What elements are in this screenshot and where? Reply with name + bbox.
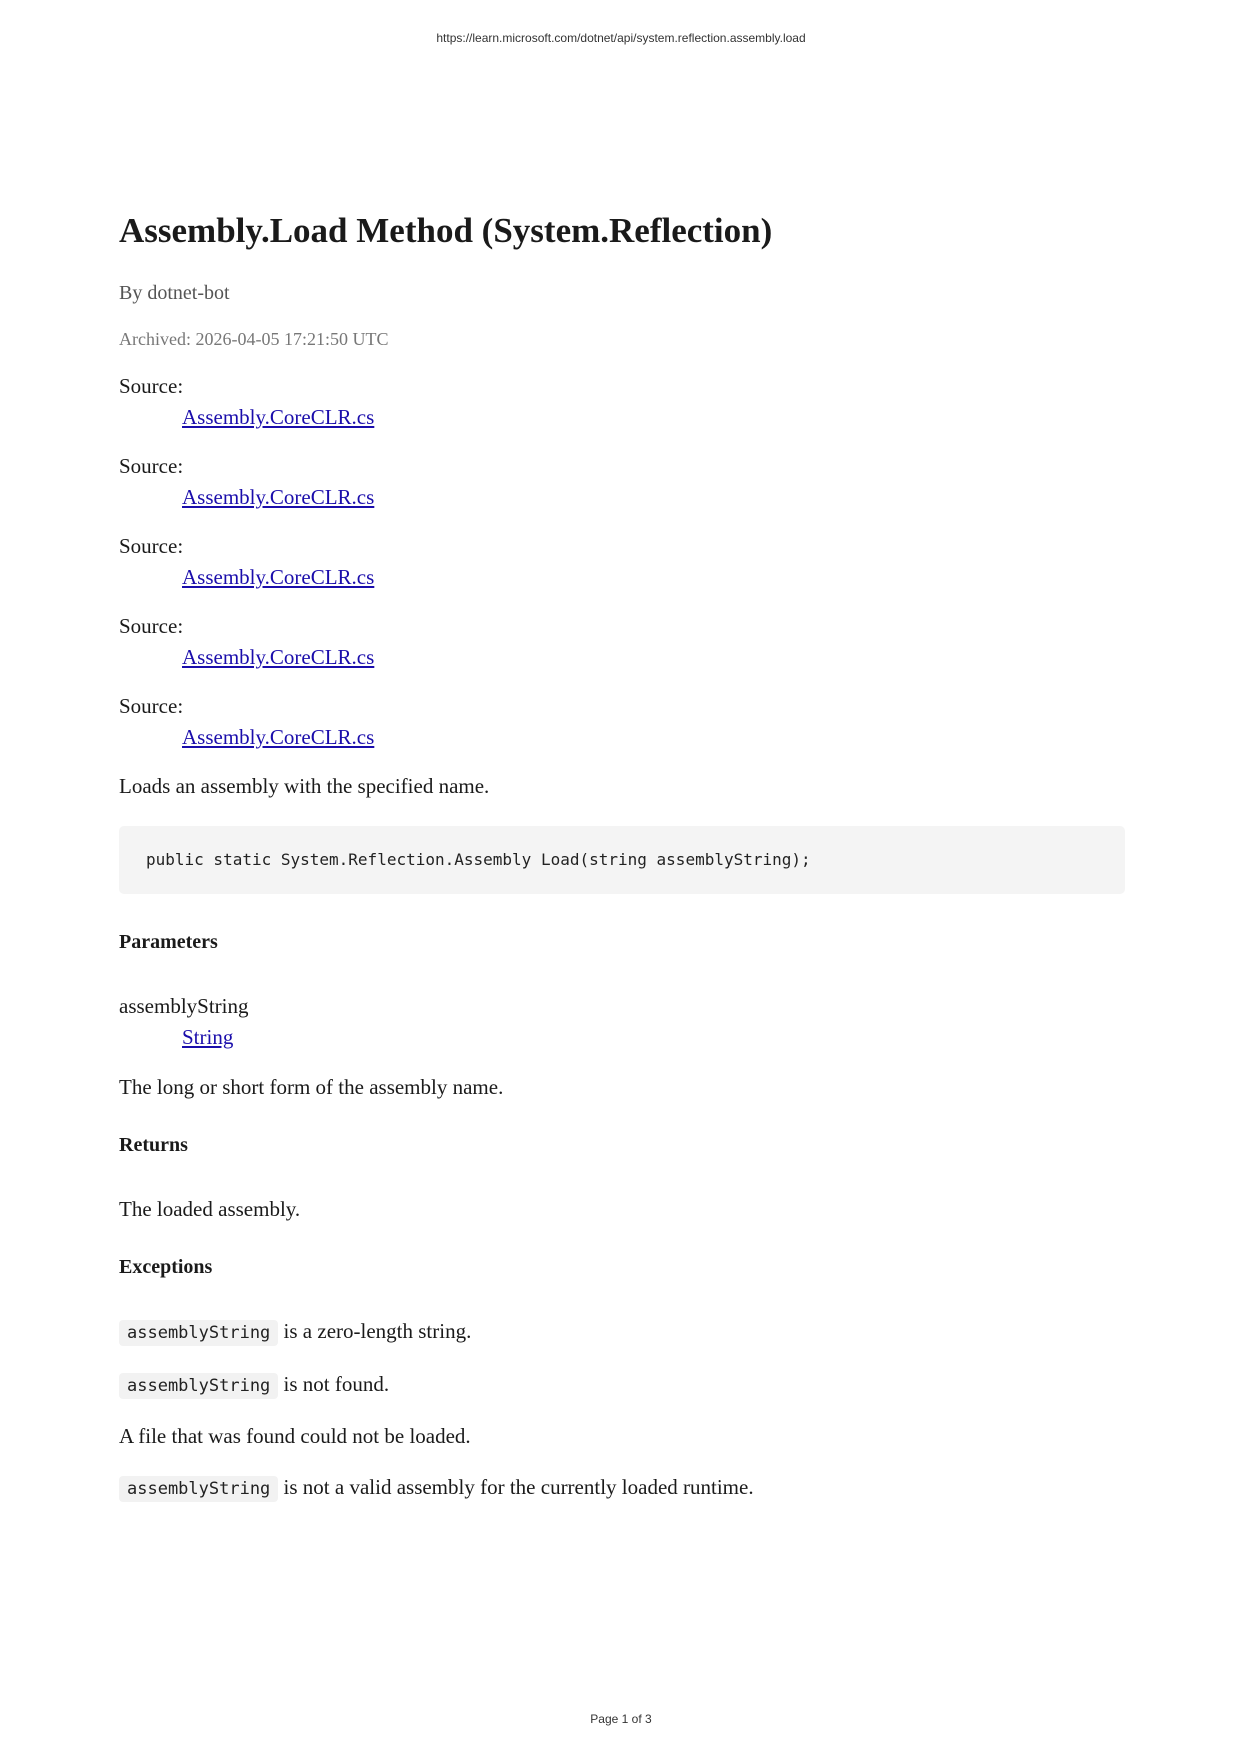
exception-item <box>119 1370 1125 1400</box>
source-link[interactable]: Assembly.CoreCLR.cs <box>182 645 375 669</box>
source-entry <box>119 532 1125 591</box>
source-entry <box>119 612 1125 671</box>
exception-text: is not found. <box>278 1372 390 1396</box>
parameter-description: The long or short form of the assembly name. <box>119 1075 504 1099</box>
parameters-heading: Parameters <box>119 931 218 953</box>
source-entry <box>119 452 1125 511</box>
exception-code: assemblyString <box>119 1476 278 1502</box>
returns-text: The loaded assembly. <box>119 1197 301 1221</box>
source-label: Source: <box>119 454 184 478</box>
source-list <box>119 372 1125 751</box>
exception-item <box>119 1473 1125 1503</box>
source-label: Source: <box>119 534 184 558</box>
parameter-type-link[interactable]: String <box>182 1025 234 1049</box>
returns-heading: Returns <box>119 1134 188 1156</box>
exception-item <box>119 1317 1125 1347</box>
method-signature-code: public static System.Reflection.Assembly Load(string assemblyString); <box>119 826 1125 894</box>
exception-text: is not a valid assembly for the currently loaded runtime. <box>278 1475 754 1499</box>
archived-timestamp: Archived: 2026-04-05 17:21:50 UTC <box>119 329 389 349</box>
byline: By dotnet-bot <box>119 282 230 304</box>
page-url-header: https://learn.microsoft.com/dotnet/api/system.reflection.assembly.load <box>436 31 806 45</box>
exception-code: assemblyString <box>119 1373 278 1399</box>
exception-code: assemblyString <box>119 1320 278 1346</box>
source-link[interactable]: Assembly.CoreCLR.cs <box>182 565 375 589</box>
page-title: Assembly.Load Method (System.Reflection) <box>119 211 773 250</box>
source-entry <box>119 692 1125 751</box>
source-label: Source: <box>119 614 184 638</box>
exception-text: is a zero-length string. <box>278 1319 472 1343</box>
source-label: Source: <box>119 374 184 398</box>
source-link[interactable]: Assembly.CoreCLR.cs <box>182 485 375 509</box>
exceptions-heading: Exceptions <box>119 1256 213 1278</box>
exception-item <box>119 1422 1125 1450</box>
parameter-name: assemblyString <box>119 994 249 1018</box>
source-link[interactable]: Assembly.CoreCLR.cs <box>182 725 375 749</box>
article <box>119 210 1125 1503</box>
page-number: Page 1 of 3 <box>590 1712 652 1726</box>
exception-text: A file that was found could not be loaded. <box>119 1424 471 1448</box>
source-link[interactable]: Assembly.CoreCLR.cs <box>182 405 375 429</box>
source-label: Source: <box>119 694 184 718</box>
method-summary: Loads an assembly with the specified name. <box>119 774 490 798</box>
source-entry <box>119 372 1125 431</box>
